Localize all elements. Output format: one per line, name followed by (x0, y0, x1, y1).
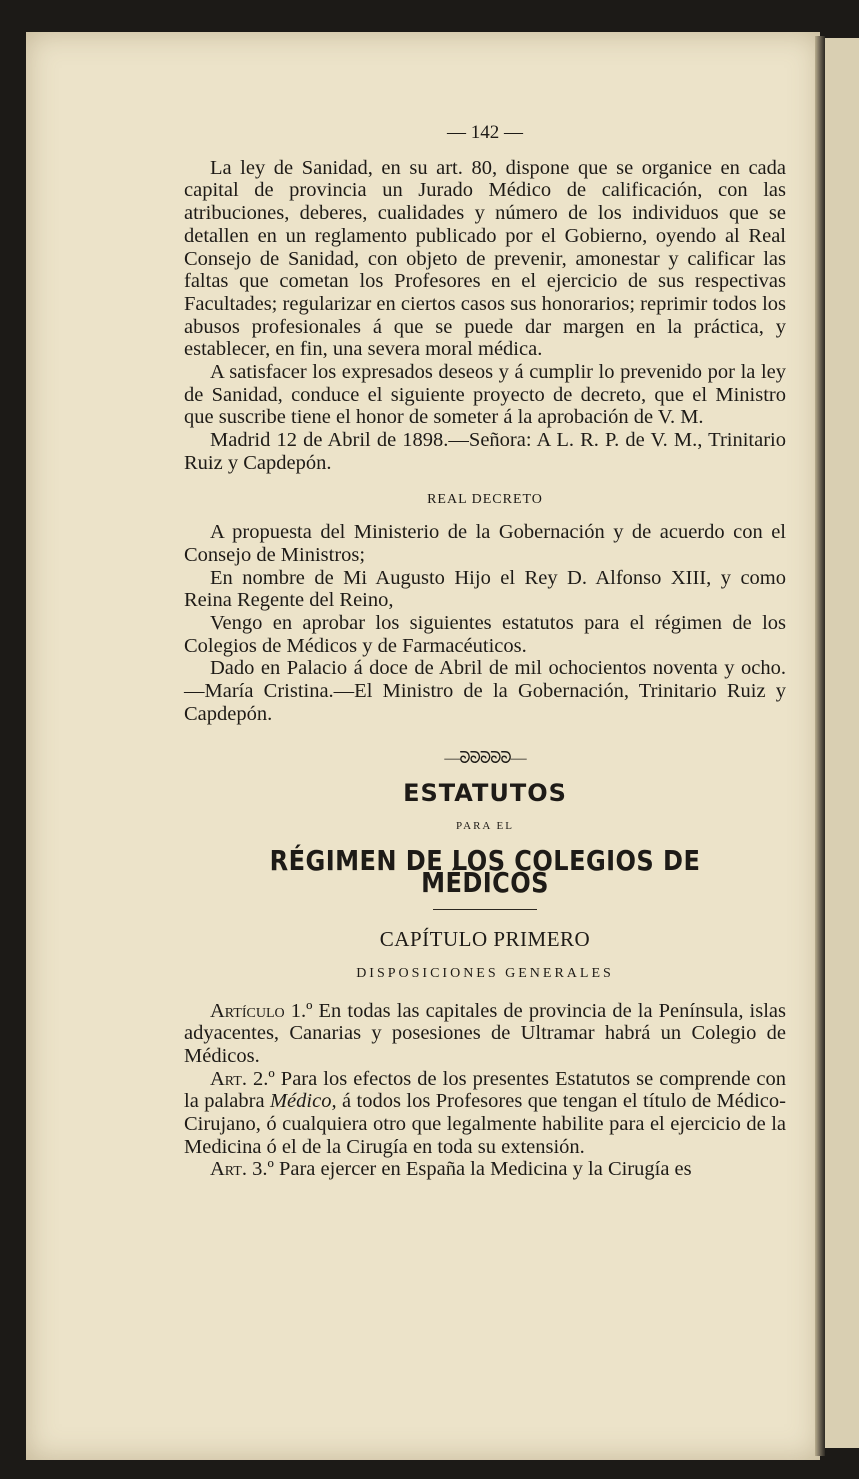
article-2 (184, 1068, 786, 1159)
real-decreto-heading: REAL DECRETO (427, 491, 543, 507)
page-number: — 142 — (447, 122, 523, 143)
ornament-divider: —ᘐᘐᘐᘐᘐ— (444, 749, 526, 767)
facing-page-edge (825, 38, 859, 1448)
title-para-el: PARA EL (456, 819, 514, 832)
decreto-paragraph-4: Dado en Palacio á doce de Abril de mil ochocientos noventa y ocho.—María Cristina.—El Ministro de la Gobernación, Trinitario Ruiz y Capdepón. (184, 657, 786, 725)
section-heading: DISPOSICIONES GENERALES (356, 965, 614, 981)
intro-paragraph-3: Madrid 12 de Abril de 1898.—Señora: A L. R. P. de V. M., Trinitario Ruiz y Capdepón. (184, 429, 786, 474)
decreto-paragraph-2: En nombre de Mi Augusto Hijo el Rey D. Alfonso XIII, y como Reina Regente del Reino, (184, 566, 786, 612)
article-1-text: En todas las capitales de provincia de la Península, islas adyacentes, Canarias y posesiones de Ultramar habrá un Colegio de Médicos. (184, 999, 786, 1067)
book-gutter (815, 36, 825, 1456)
intro-paragraph-2: A satisfacer los expresados deseos y á cumplir lo prevenido por la ley de Sanidad, conduce el siguiente proyecto de decreto, que el Ministro que suscribe tiene el honor de someter á la aprobación de V. M. (184, 361, 786, 429)
article-2-text-after: á todos los Profesores que tengan el título de Médico-Cirujano, ó cualquiera otro que legalmente habilite para el ejercicio de la Medicina ó el de la Cirugía en toda su extensión. (184, 1090, 786, 1158)
article-1-label: Artículo 1.º (210, 999, 313, 1022)
decreto-paragraph-3: Vengo en aprobar los siguientes estatutos para el régimen de los Colegios de Médicos y de Farmacéuticos. (184, 612, 786, 657)
article-3-label: Art. 3.º (210, 1158, 274, 1181)
title-regimen: RÉGIMEN DE LOS COLEGIOS DE MÉDICOS (269, 843, 701, 900)
article-3-text: Para ejercer en España la Medicina y la Cirugía es (273, 1158, 692, 1181)
title-rule (433, 909, 537, 910)
intro-paragraph-1: La ley de Sanidad, en su art. 80, dispone que se organice en cada capital de provincia un Jurado Médico de calificación, con las atribuciones, deberes, cualidades y número de los individuos que se detallen en un reglamento publicado por el Gobierno, oyendo al Real Consejo de Sanidad, con objeto de prevenir, amonestar y calificar las faltas que cometan los Profesores en el ejercicio de sus respectivas Facultades; regularizar en ciertos casos sus honorarios; reprimir todos los abusos profesionales á que se puede dar margen en la práctica, y establecer, en fin, una severa moral médica. (184, 156, 786, 361)
article-2-text-before: Para los efectos de los presentes Estatutos se comprende con la palabra (184, 1067, 786, 1113)
decreto-paragraph-1: A propuesta del Ministerio de la Gobernación y de acuerdo con el Consejo de Ministros; (184, 521, 786, 566)
chapter-heading: CAPÍTULO PRIMERO (379, 927, 591, 952)
article-2-label: Art. 2.º (210, 1067, 275, 1090)
article-3 (184, 1158, 786, 1181)
article-2-italic: Médico, (269, 1090, 337, 1113)
article-1 (184, 1000, 786, 1068)
page-text (184, 122, 786, 1181)
title-estatutos: ESTATUTOS (403, 779, 567, 808)
